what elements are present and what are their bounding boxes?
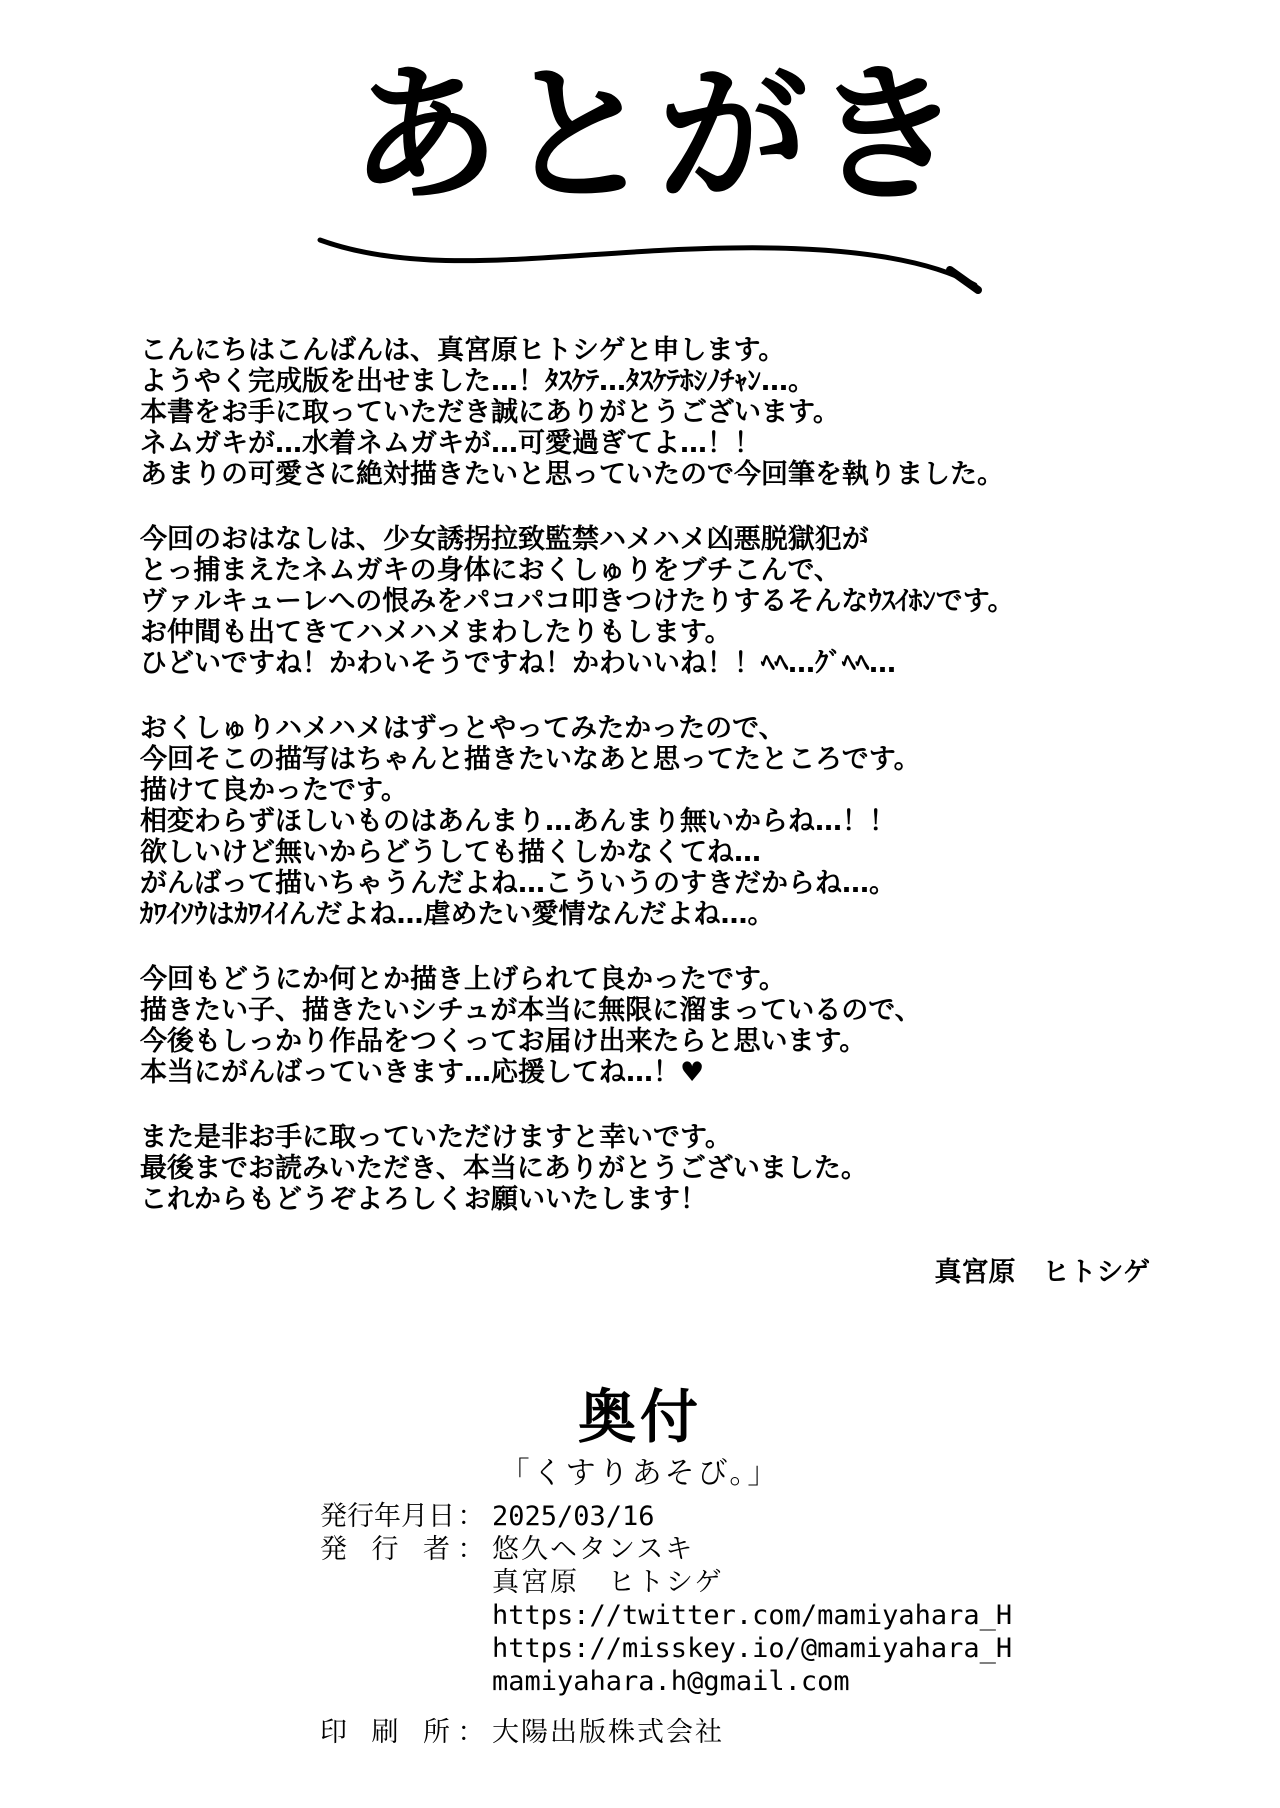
colophon-printer-label: 印刷所 xyxy=(320,1717,450,1748)
afterword-line: 欲しいけど無いからどうしても描くしかなくてね… xyxy=(140,837,761,868)
afterword-line: 相変わらずほしいものはあんまり…あんまり無いからね…！！ xyxy=(140,806,896,837)
afterword-line: 今回のおはなしは、少女誘拐拉致監禁ハメハメ凶悪脱獄犯が xyxy=(140,524,869,555)
afterword-line: ネムガキが…水着ネムガキが…可愛過ぎてよ…！！ xyxy=(140,428,761,459)
colophon-date-row xyxy=(320,1500,1080,1533)
afterword-line: 本当にがんばっていきます…応援してね…！♥ xyxy=(140,1057,705,1088)
afterword-line: おくしゅりハメハメはずっとやってみたかったので、 xyxy=(140,713,786,744)
afterword-line: 最後までお読みいただき、本当にありがとうございました。 xyxy=(140,1153,868,1184)
afterword-line: 本書をお手に取っていただき誠にありがとうございます。 xyxy=(140,397,840,428)
colophon-work-title: 「くすりあそび。」 xyxy=(499,1456,781,1491)
afterword-line: 今回そこの描写はちゃんと描きたいなあと思ってたところです。 xyxy=(140,744,921,775)
colophon-misskey-row xyxy=(320,1632,1080,1665)
colophon-circle-name: 悠久ヘタンスキ xyxy=(492,1534,695,1565)
afterword-line: ヴァルキューレへの恨みをパコパコ叩きつけたりするそんなｳｽｲﾎﾝです。 xyxy=(140,586,1015,617)
afterword-line: 今後もしっかり作品をつくってお届け出来たらと思います。 xyxy=(140,1026,867,1057)
afterword-line: あまりの可愛さに絶対描きたいと思っていたので今回筆を執りました。 xyxy=(140,459,1004,490)
afterword-paragraph-3 xyxy=(140,713,1160,930)
colophon-date-label: 発行年月日 xyxy=(320,1501,455,1532)
colophon-separator: ： xyxy=(457,1534,485,1565)
colophon-email-row xyxy=(320,1665,1080,1698)
afterword-body xyxy=(140,335,1160,1249)
colophon-heading: 奥付 xyxy=(577,1383,702,1451)
colophon-details xyxy=(320,1500,1080,1749)
afterword-line: ｶﾜｲｿｳはｶﾜｲｲんだよね…虐めたい愛情なんだよね…。 xyxy=(140,899,775,930)
afterword-paragraph-5 xyxy=(140,1122,1160,1215)
afterword-line: がんばって描いちゃうんだよね…こういうのすきだからね…。 xyxy=(140,868,896,899)
colophon-twitter-link: https://twitter.com/mamiyahara_H xyxy=(492,1600,1013,1631)
colophon-email: mamiyahara.h@gmail.com xyxy=(492,1666,850,1697)
afterword-line: 今回もどうにか何とか描き上げられて良かったです。 xyxy=(140,964,786,995)
colophon-author-name: 真宮原 ヒトシゲ xyxy=(492,1567,724,1598)
afterword-line: こんにちはこんばんは、真宮原ヒトシゲと申します。 xyxy=(140,335,786,366)
afterword-line: ようやく完成版を出せました…！ﾀｽｹﾃ…ﾀｽｹﾃﾎｼﾉﾁｬﾝ…。 xyxy=(140,366,815,397)
title-swash-underline xyxy=(310,220,990,300)
page-title: あとがき xyxy=(350,47,967,223)
afterword-line: これからもどうぞよろしくお願いいたします！ xyxy=(140,1184,707,1215)
colophon-publisher-label: 発行者 xyxy=(320,1534,450,1565)
colophon-printer-row xyxy=(320,1716,1080,1749)
colophon-date-value: 2025/03/16 xyxy=(492,1501,655,1532)
colophon-printer-value: 大陽出版株式会社 xyxy=(492,1717,724,1748)
afterword-paragraph-1 xyxy=(140,335,1160,490)
afterword-line: また是非お手に取っていただけますと幸いです。 xyxy=(140,1122,732,1153)
afterword-paragraph-2 xyxy=(140,524,1160,679)
afterword-signature: 真宮原 ヒトシゲ xyxy=(934,1257,1150,1288)
afterword-line: とっ捕まえたネムガキの身体におくしゅりをブチこんで、 xyxy=(140,555,841,586)
colophon-author-row xyxy=(320,1566,1080,1599)
colophon-separator: ： xyxy=(457,1717,485,1748)
colophon-separator: ： xyxy=(457,1501,485,1532)
title-block xyxy=(310,47,990,290)
afterword-line: 描けて良かったです。 xyxy=(140,775,408,806)
colophon-misskey-link: https://misskey.io/@mamiyahara_H xyxy=(492,1633,1013,1664)
afterword-line: お仲間も出てきてハメハメまわしたりもします。 xyxy=(140,617,732,648)
afterword-line: 描きたい子、描きたいシチュが本当に無限に溜まっているので、 xyxy=(140,995,922,1026)
afterword-paragraph-4 xyxy=(140,964,1160,1088)
afterword-line: ひどいですね！かわいそうですね！かわいいね！！ﾍﾍ…ｸﾞﾍﾍ… xyxy=(140,648,896,679)
colophon-publisher-row xyxy=(320,1533,1080,1566)
colophon-twitter-row xyxy=(320,1599,1080,1632)
